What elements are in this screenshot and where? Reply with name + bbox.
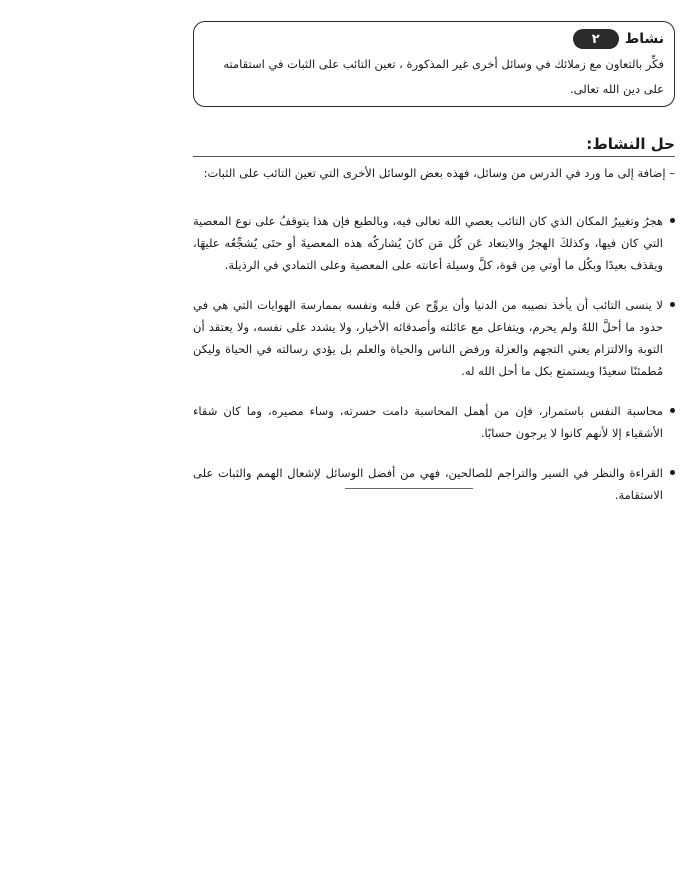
solution-list bbox=[193, 210, 675, 524]
list-item-text: محاسبة النفس باستمرار، فإن من أهمل المحاسبة دامت حسرته، وساء مصيره، وما كان شقاء الأشقياء إلا لأنهم كانوا لا يرجون حسابًا. bbox=[193, 404, 663, 440]
activity-box bbox=[193, 21, 675, 107]
section-divider bbox=[345, 488, 473, 489]
solution-title: حل النشاط: bbox=[586, 135, 675, 153]
list-item bbox=[193, 210, 675, 276]
bullet-icon bbox=[670, 408, 675, 413]
list-item-text: لا ينسى التائب أن يأخذ نصيبه من الدنيا وأن يروِّح عن قلبه ونفسه بممارسة الهوايات التي هي في حدود ما أحلَّ اللهُ ولم يحرم، ويتفاعل مع عائلته وأصدقائه الأخيار، ولا يشدد على نفسه، ولا يعتقد أن التوبة والالتزام يعني التجهم والعزلة ورفض الناس والحياة والعلم بل يؤدي رسالته في الحياة وليكن مُطمئنًا سعيدًا ويستمتع بكل ما أحل الله له. bbox=[193, 298, 663, 378]
bullet-icon bbox=[670, 218, 675, 223]
bullet-icon bbox=[670, 302, 675, 307]
list-item bbox=[193, 294, 675, 382]
list-item bbox=[193, 462, 675, 506]
bullet-icon bbox=[670, 470, 675, 475]
activity-title: نشاط bbox=[624, 31, 664, 47]
solution-intro: – إضافة إلى ما ورد في الدرس من وسائل، فهذه بعض الوسائل الأخرى التي تعين التائب على الثبات: bbox=[203, 166, 675, 180]
list-item-text: هجرُ وتغييرُ المكان الذي كان التائب يعصي الله تعالى فيه، وبالطبع فإن هذا يتوقفُ على نوع المعصية التي كان فيها، وكذلكَ الهجرُ والابتعاد عَن كُل مَن كانَ يُشاركُه هذه المعصيةَ أو حتَى يُشجِّعُه عليهَا، ويقذف بعيدًا وبكُل ما أوتي مِن قوة، كلَّ وسيلة أعانته على المعصية وعلى التمادي في الرذيلة. bbox=[193, 214, 663, 272]
list-item bbox=[193, 400, 675, 444]
solution-title-underline bbox=[193, 156, 675, 157]
activity-header bbox=[206, 26, 664, 52]
list-item-text: القراءة والنظر في السير والتراجم للصالحين، فهي من أفضل الوسائل لإشعال الهمم والثبات على الاستقامة. bbox=[193, 466, 663, 502]
activity-number-badge: ٢ bbox=[573, 29, 619, 49]
activity-text: فكِّر بالتعاون مع زملائك في وسائل أخرى غير المذكورة ، تعين التائب على الثبات في استقامته على دين الله تعالى. bbox=[223, 57, 664, 96]
